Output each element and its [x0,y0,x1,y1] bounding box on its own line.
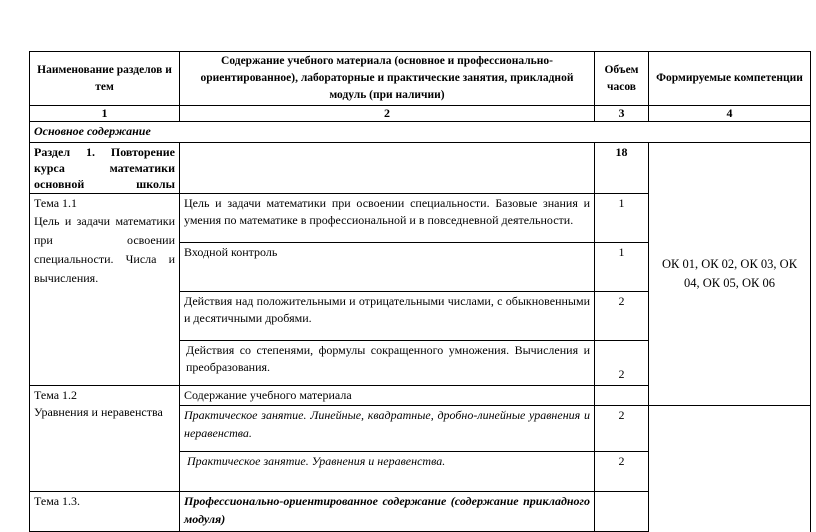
topic1-1-content-3: Действия над положительными и отрицательными числами, с обыкновенными и десятичными дробями. [180,291,595,340]
topic1-3-content: Профессионально-ориентированное содержание (содержание прикладного модуля) [180,492,595,532]
topic1-1-content-1: Цель и задачи математики при освоении специальности. Базовые знания и умения по математике в профессиональной и в повседневной деятельности. [180,193,595,242]
topic1-1-content-2: Входной контроль [180,242,595,291]
topic1-2-content-1: Содержание учебного материала [180,385,595,406]
topic1-3-label: Тема 1.3. [30,492,180,532]
topic1-2-content-2: Практическое занятие. Линейные, квадратные, дробно-линейные уравнения и неравенства. [180,406,595,452]
topic1-3-row [30,492,811,532]
column-number-row [30,106,811,122]
topic1-1-hours-2: 1 [595,242,649,291]
header-section: Наименование разделов и тем [30,52,180,106]
topic1-2-hours-1 [595,385,649,406]
column-number-3: 3 [595,106,649,122]
header-row [30,52,811,106]
topic1-1-hours-3: 2 [595,291,649,340]
topic1-2-cell [30,385,180,492]
header-competencies: Формируемые компетенции [649,52,811,106]
topic1-2-title: Уравнения и неравенства [34,405,163,419]
competencies-cell: ОК 01, ОК 02, ОК 03, ОК 04, ОК 05, ОК 06 [649,142,811,406]
column-number-1: 1 [30,106,180,122]
header-hours: Объем часов [595,52,649,106]
header-content: Содержание учебного материала (основное и профессионально-ориентированное), лабораторные и практические занятия, прикладной модуль (при наличии) [180,52,595,106]
document-page [29,51,811,532]
topic1-2-hours-2: 2 [595,406,649,452]
topic1-2-label: Тема 1.2 [34,387,78,402]
topic1-1-label: Тема 1.1 [34,195,78,210]
topic1-1-cell [30,193,180,385]
main-content-row [30,122,811,143]
topic1-2-content-3: Практическое занятие. Уравнения и неравенства. [180,452,595,492]
topic1-3-hours [595,492,649,532]
topic1-2-hours-3: 2 [595,452,649,492]
column-number-4: 4 [649,106,811,122]
topic1-1-title: Цель и задачи математики при освоении специальности. Числа и вычисления. [34,214,175,285]
column-number-2: 2 [180,106,595,122]
section1-row [30,142,811,193]
section1-content-empty [180,142,595,193]
topic1-1-content-4: Действия со степенями, формулы сокращенного умножения. Вычисления и преобразования. [180,340,595,385]
topic1-1-hours-1: 1 [595,193,649,242]
main-content-label: Основное содержание [30,122,811,143]
curriculum-table [29,51,811,532]
section1-hours: 18 [595,142,649,193]
topic1-1-hours-4: 2 [595,340,649,385]
section1-title: Раздел 1. Повторение курса математики основной школы [30,142,180,193]
